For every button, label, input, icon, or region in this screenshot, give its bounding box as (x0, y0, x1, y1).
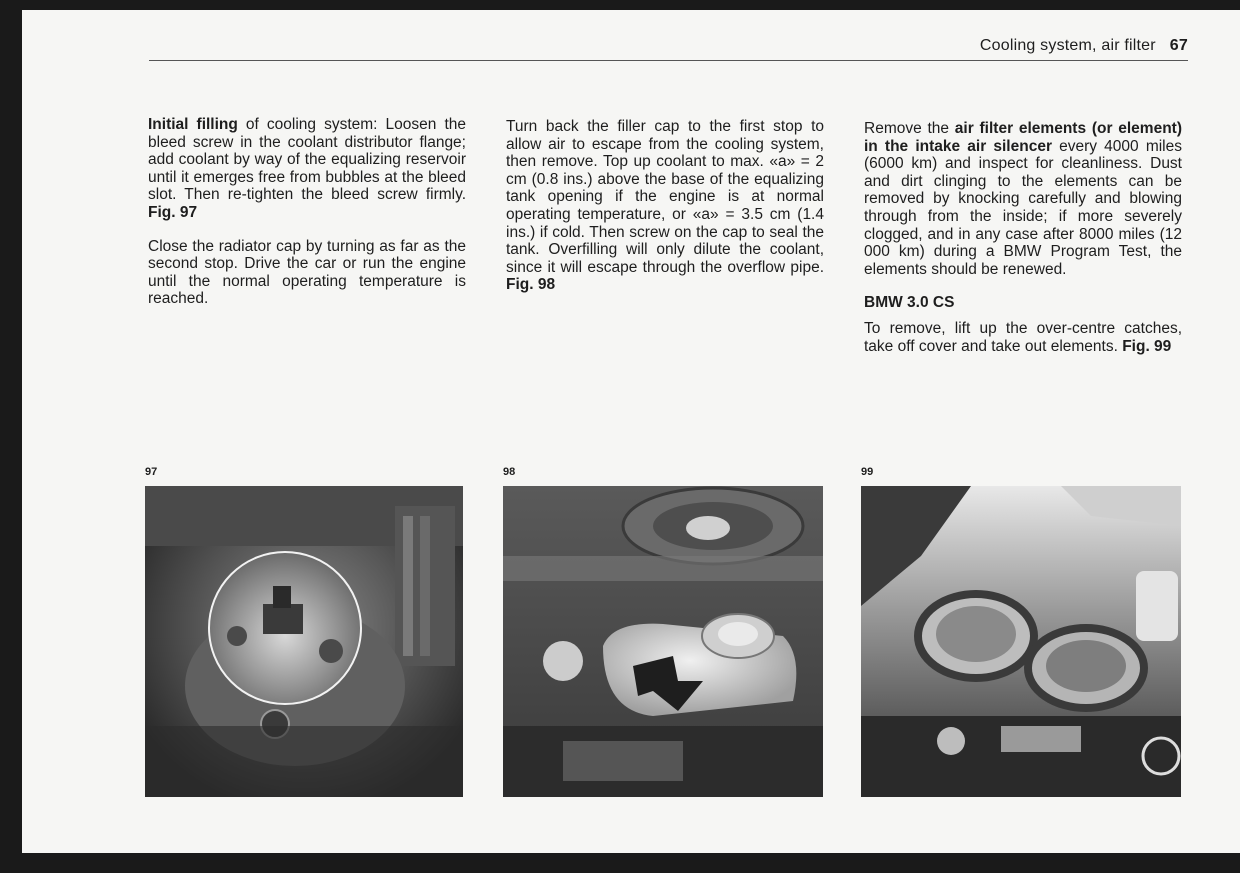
page-number: 67 (1169, 37, 1188, 54)
photo-coolant-bleed-screw (145, 486, 463, 797)
term-initial-filling: Initial filling (148, 116, 238, 133)
paragraph-removal (864, 320, 1182, 355)
figure-label-97: 97 (145, 466, 158, 478)
paragraph-text: To remove, lift up the over-centre catches, take off cover and take out elements. (864, 319, 1182, 355)
text-column-2 (506, 118, 824, 310)
figure-reference-98: Fig. 98 (506, 276, 556, 294)
photo-98-drawing (503, 486, 823, 797)
manual-page (22, 10, 1240, 853)
photo-99-drawing (861, 486, 1181, 797)
running-header (22, 37, 1188, 55)
section-heading-bmw-30cs: BMW 3.0 CS (864, 294, 955, 312)
term-air-filter-elements: air filter elements (or element) in the intake air silencer (864, 120, 1182, 155)
photo-equalizing-tank (503, 486, 823, 797)
paragraph-text: of cooling system: Loosen the bleed screw in the coolant distributor flange; add coolant by way of the equalizing reservoir until it emerges free from bubbles at the bleed slot. Then re-tighten the bleed screw firmly. (148, 116, 466, 204)
text-column-1 (148, 116, 466, 324)
photo-97-drawing (145, 486, 463, 797)
photo-air-filter-housing (861, 486, 1181, 797)
figure-label-99: 99 (861, 466, 874, 478)
paragraph-text: Remove the (864, 120, 955, 137)
paragraph-filler-cap (506, 118, 824, 294)
figure-label-98: 98 (503, 466, 516, 478)
paragraph-radiator-cap: Close the radiator cap by turning as far as the second stop. Drive the car or run the engine until the normal operating temperature is reached. (148, 237, 466, 308)
paragraph-air-filter (864, 120, 1182, 278)
text-column-3 (864, 120, 1182, 371)
figure-reference-99: Fig. 99 (1122, 337, 1172, 355)
figure-reference-97: Fig. 97 (148, 203, 198, 221)
header-title: Cooling system, air filter (979, 37, 1156, 54)
paragraph-initial-filling (148, 116, 466, 222)
paragraph-text: every 4000 miles (6000 km) and inspect for cleanliness. Dust and dirt clinging to the elements can be removed by knocking carefully and blowing through from the inside; if more severely clogged, and in any case after 8000 miles (12 000 km) during a BMW Program Test, the elements should be renewed. (864, 137, 1182, 278)
header-rule (149, 60, 1188, 61)
paragraph-text: Turn back the filler cap to the first stop to allow air to escape from the cooling system, then remove. Top up coolant to max. «a» = 2 cm (0.8 ins.) above the base of the equalizing tank opening if the engine is at normal operating temperature, or «a» = 3.5 cm (1.4 ins.) if cold. Then screw on the cap to seal the tank. Overfilling will only dilute the coolant, since it will escape through the overflow pipe. (506, 118, 824, 276)
